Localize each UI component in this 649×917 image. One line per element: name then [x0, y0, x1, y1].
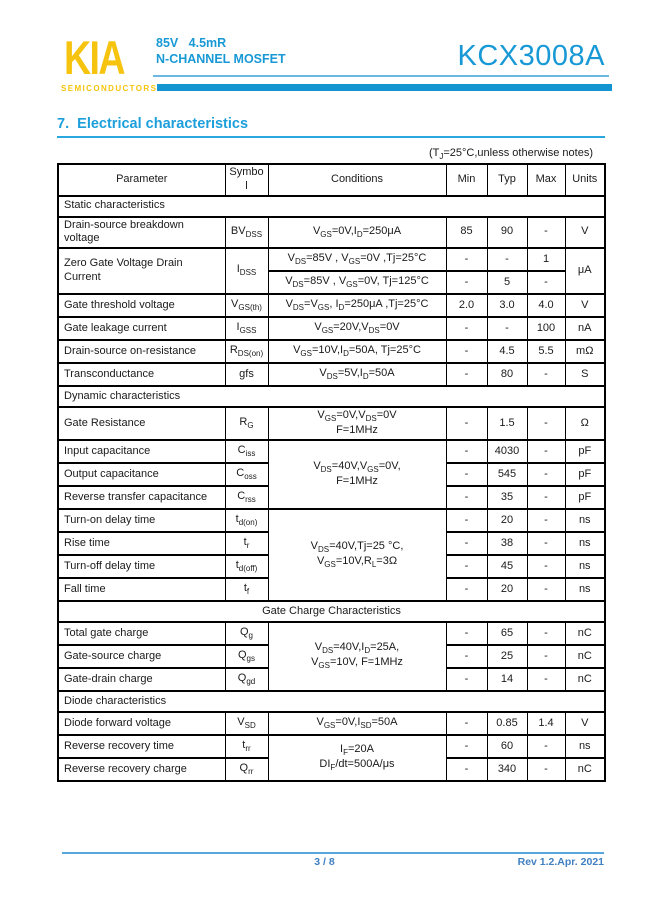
- column-header-max: Max: [527, 164, 565, 196]
- section-label: Gate Charge Characteristics: [58, 601, 605, 622]
- typ-cell: 0.85: [487, 712, 527, 735]
- min-cell: -: [446, 555, 487, 578]
- symbol-cell: $Q_g$: [225, 622, 268, 645]
- max-cell: -: [527, 668, 565, 691]
- units-cell: Ω: [565, 407, 605, 440]
- param-cell: Transconductance: [58, 363, 225, 386]
- symbol-cell: $V_{GS(th)}$: [225, 294, 268, 317]
- min-cell: 2.0: [446, 294, 487, 317]
- max-cell: 5.5: [527, 340, 565, 363]
- param-cell: Diode forward voltage: [58, 712, 225, 735]
- param-cell: Drain-source breakdown voltage: [58, 217, 225, 249]
- param-cell: Input capacitance: [58, 440, 225, 463]
- symbol-cell: $C_{oss}$: [225, 463, 268, 486]
- column-header-typ: Typ: [487, 164, 527, 196]
- param-cell: Reverse recovery charge: [58, 758, 225, 781]
- max-cell: 1.4: [527, 712, 565, 735]
- table-row: [58, 363, 605, 386]
- device-type-line: N-CHANNEL MOSFET: [156, 51, 286, 66]
- param-cell: Gate leakage current: [58, 317, 225, 340]
- min-cell: 85: [446, 217, 487, 249]
- param-cell: Gate-source charge: [58, 645, 225, 668]
- units-cell: ns: [565, 555, 605, 578]
- max-cell: -: [527, 645, 565, 668]
- column-header-symbol: Symbol: [225, 164, 268, 196]
- min-cell: -: [446, 463, 487, 486]
- part-number: KCX3008A: [457, 40, 605, 72]
- units-cell: pF: [565, 440, 605, 463]
- min-cell: -: [446, 578, 487, 601]
- min-cell: -: [446, 532, 487, 555]
- table-row: [58, 407, 605, 440]
- max-cell: -: [527, 407, 565, 440]
- cond-cell: $V_{DS}=40V,V_{GS}=0V$, F=1MHz: [268, 440, 446, 509]
- units-cell: ns: [565, 509, 605, 532]
- units-cell: μA: [565, 248, 605, 294]
- typ-cell: 90: [487, 217, 527, 249]
- table-row: [58, 509, 605, 532]
- max-cell: 4.0: [527, 294, 565, 317]
- units-cell: nC: [565, 668, 605, 691]
- symbol-cell: $R_{DS(on)}$: [225, 340, 268, 363]
- typ-cell: 65: [487, 622, 527, 645]
- typ-cell: 14: [487, 668, 527, 691]
- device-subtitle: [156, 36, 286, 67]
- max-cell: -: [527, 735, 565, 758]
- units-cell: nC: [565, 645, 605, 668]
- param-cell: Reverse transfer capacitance: [58, 486, 225, 509]
- max-cell: -: [527, 509, 565, 532]
- max-cell: -: [527, 217, 565, 249]
- max-cell: -: [527, 271, 565, 294]
- typ-cell: 5: [487, 271, 527, 294]
- symbol-cell: $t_{rr}$: [225, 735, 268, 758]
- spec-table-body: [58, 196, 605, 781]
- min-cell: -: [446, 317, 487, 340]
- units-cell: nA: [565, 317, 605, 340]
- units-cell: V: [565, 294, 605, 317]
- min-cell: -: [446, 271, 487, 294]
- param-cell: Gate threshold voltage: [58, 294, 225, 317]
- table-row: [58, 622, 605, 645]
- units-cell: V: [565, 712, 605, 735]
- max-cell: 1: [527, 248, 565, 271]
- cond-cell: $V_{GS}=0V,I_{SD}=50A$: [268, 712, 446, 735]
- param-cell: Gate-drain charge: [58, 668, 225, 691]
- min-cell: -: [446, 758, 487, 781]
- param-cell: Turn-off delay time: [58, 555, 225, 578]
- section-row: [58, 196, 605, 217]
- min-cell: -: [446, 735, 487, 758]
- cond-cell: $V_{GS}=10V,I_D=50A$, Tj=25°C: [268, 340, 446, 363]
- table-row: [58, 248, 605, 271]
- cond-cell: $V_{DS}=V_{GS}$, $I_D=250\mu A$ ,Tj=25°C: [268, 294, 446, 317]
- max-cell: -: [527, 463, 565, 486]
- symbol-cell: $C_{iss}$: [225, 440, 268, 463]
- param-cell: Turn-on delay time: [58, 509, 225, 532]
- table-row: [58, 735, 605, 758]
- min-cell: -: [446, 248, 487, 271]
- param-cell: Output capacitance: [58, 463, 225, 486]
- typ-cell: 35: [487, 486, 527, 509]
- typ-cell: 1.5: [487, 407, 527, 440]
- min-cell: -: [446, 622, 487, 645]
- param-cell: Rise time: [58, 532, 225, 555]
- table-row: [58, 712, 605, 735]
- typ-cell: 25: [487, 645, 527, 668]
- cond-cell: $I_F=20A$ $DI_F/dt=500A/\mu s$: [268, 735, 446, 781]
- typ-cell: -: [487, 248, 527, 271]
- symbol-cell: $Q_{gs}$: [225, 645, 268, 668]
- header-rule-thin: [153, 75, 609, 77]
- param-cell: Reverse recovery time: [58, 735, 225, 758]
- min-cell: -: [446, 407, 487, 440]
- units-cell: S: [565, 363, 605, 386]
- min-cell: -: [446, 340, 487, 363]
- section-row: [58, 386, 605, 407]
- cond-cell: $V_{GS}=0V,V_{DS}=0V$ F=1MHz: [268, 407, 446, 440]
- max-cell: -: [527, 758, 565, 781]
- cond-cell: $V_{DS}=40V,Tj=25$ °C, $V_{GS}=10V,R_L=3\Omega$: [268, 509, 446, 601]
- min-cell: -: [446, 712, 487, 735]
- units-cell: V: [565, 217, 605, 249]
- typ-cell: 545: [487, 463, 527, 486]
- footer-rule: [62, 852, 604, 854]
- device-rating-line: 85V 4.5mR: [156, 36, 227, 50]
- symbol-cell: $C_{rss}$: [225, 486, 268, 509]
- cond-cell: $V_{DS}=40V,I_D=25A$, $V_{GS}=10V$, F=1MHz: [268, 622, 446, 691]
- units-cell: ns: [565, 578, 605, 601]
- cond-cell: $V_{DS}=85V$ , $V_{GS}=0V$, Tj=125°C: [268, 271, 446, 294]
- typ-cell: 20: [487, 509, 527, 532]
- typ-cell: 340: [487, 758, 527, 781]
- min-cell: -: [446, 668, 487, 691]
- max-cell: -: [527, 578, 565, 601]
- table-row: [58, 294, 605, 317]
- cond-cell: $V_{DS}=85V$ , $V_{GS}=0V$ ,Tj=25°C: [268, 248, 446, 271]
- section-row: [58, 601, 605, 622]
- symbol-cell: $t_r$: [225, 532, 268, 555]
- typ-cell: 3.0: [487, 294, 527, 317]
- column-header-units: Units: [565, 164, 605, 196]
- header-rule-thick: [157, 84, 612, 91]
- min-cell: -: [446, 509, 487, 532]
- max-cell: -: [527, 363, 565, 386]
- symbol-cell: $Q_{gd}$: [225, 668, 268, 691]
- typ-cell: 20: [487, 578, 527, 601]
- symbol-cell: $R_G$: [225, 407, 268, 440]
- typ-cell: 4030: [487, 440, 527, 463]
- table-row: [58, 217, 605, 249]
- min-cell: -: [446, 645, 487, 668]
- cond-cell: $V_{GS}=0V,I_D=250\mu A$: [268, 217, 446, 249]
- kia-logo: KIA: [64, 31, 124, 84]
- param-cell: Fall time: [58, 578, 225, 601]
- units-cell: ns: [565, 532, 605, 555]
- table-condition-note: ($T_J=25^\circ C,unless$ otherwise notes): [428, 147, 593, 162]
- min-cell: -: [446, 440, 487, 463]
- symbol-cell: $t_{d(off)}$: [225, 555, 268, 578]
- typ-cell: 80: [487, 363, 527, 386]
- max-cell: -: [527, 440, 565, 463]
- symbol-cell: gfs: [225, 363, 268, 386]
- units-cell: pF: [565, 486, 605, 509]
- symbol-cell: $BV_{DSS}$: [225, 217, 268, 249]
- section-row: [58, 691, 605, 712]
- typ-cell: 38: [487, 532, 527, 555]
- min-cell: -: [446, 486, 487, 509]
- section-label: Diode characteristics: [58, 691, 605, 712]
- units-cell: nC: [565, 758, 605, 781]
- typ-cell: -: [487, 317, 527, 340]
- table-header-row: [58, 164, 605, 196]
- param-cell: Gate Resistance: [58, 407, 225, 440]
- units-cell: mΩ: [565, 340, 605, 363]
- section-label: Dynamic characteristics: [58, 386, 605, 407]
- cond-cell: $V_{DS}=5V,I_D=50A$: [268, 363, 446, 386]
- symbol-cell: $I_{DSS}$: [225, 248, 268, 294]
- logo-subtext: SEMICONDUCTORS: [61, 84, 158, 93]
- param-cell: Total gate charge: [58, 622, 225, 645]
- page-title: 7. Electrical characteristics: [57, 116, 605, 138]
- symbol-cell: $V_{SD}$: [225, 712, 268, 735]
- units-cell: ns: [565, 735, 605, 758]
- symbol-cell: $I_{GSS}$: [225, 317, 268, 340]
- symbol-cell: $Q_{rr}$: [225, 758, 268, 781]
- max-cell: -: [527, 622, 565, 645]
- revision-label: Rev 1.2.Apr. 2021: [517, 856, 604, 868]
- table-row: [58, 340, 605, 363]
- page-number: 3 / 8: [314, 856, 335, 868]
- column-header-conditions: Conditions: [268, 164, 446, 196]
- max-cell: -: [527, 486, 565, 509]
- electrical-characteristics-table: [57, 163, 606, 782]
- section-label: Static characteristics: [58, 196, 605, 217]
- column-header-parameter: Parameter: [58, 164, 225, 196]
- symbol-cell: $t_{d(on)}$: [225, 509, 268, 532]
- max-cell: -: [527, 555, 565, 578]
- units-cell: pF: [565, 463, 605, 486]
- typ-cell: 45: [487, 555, 527, 578]
- units-cell: nC: [565, 622, 605, 645]
- typ-cell: 4.5: [487, 340, 527, 363]
- min-cell: -: [446, 363, 487, 386]
- param-cell: Zero Gate Voltage Drain Current: [58, 248, 225, 294]
- cond-cell: $V_{GS}=20V,V_{DS}=0V$: [268, 317, 446, 340]
- symbol-cell: $t_f$: [225, 578, 268, 601]
- param-cell: Drain-source on-resistance: [58, 340, 225, 363]
- column-header-min: Min: [446, 164, 487, 196]
- typ-cell: 60: [487, 735, 527, 758]
- table-row: [58, 440, 605, 463]
- max-cell: -: [527, 532, 565, 555]
- table-row: [58, 317, 605, 340]
- max-cell: 100: [527, 317, 565, 340]
